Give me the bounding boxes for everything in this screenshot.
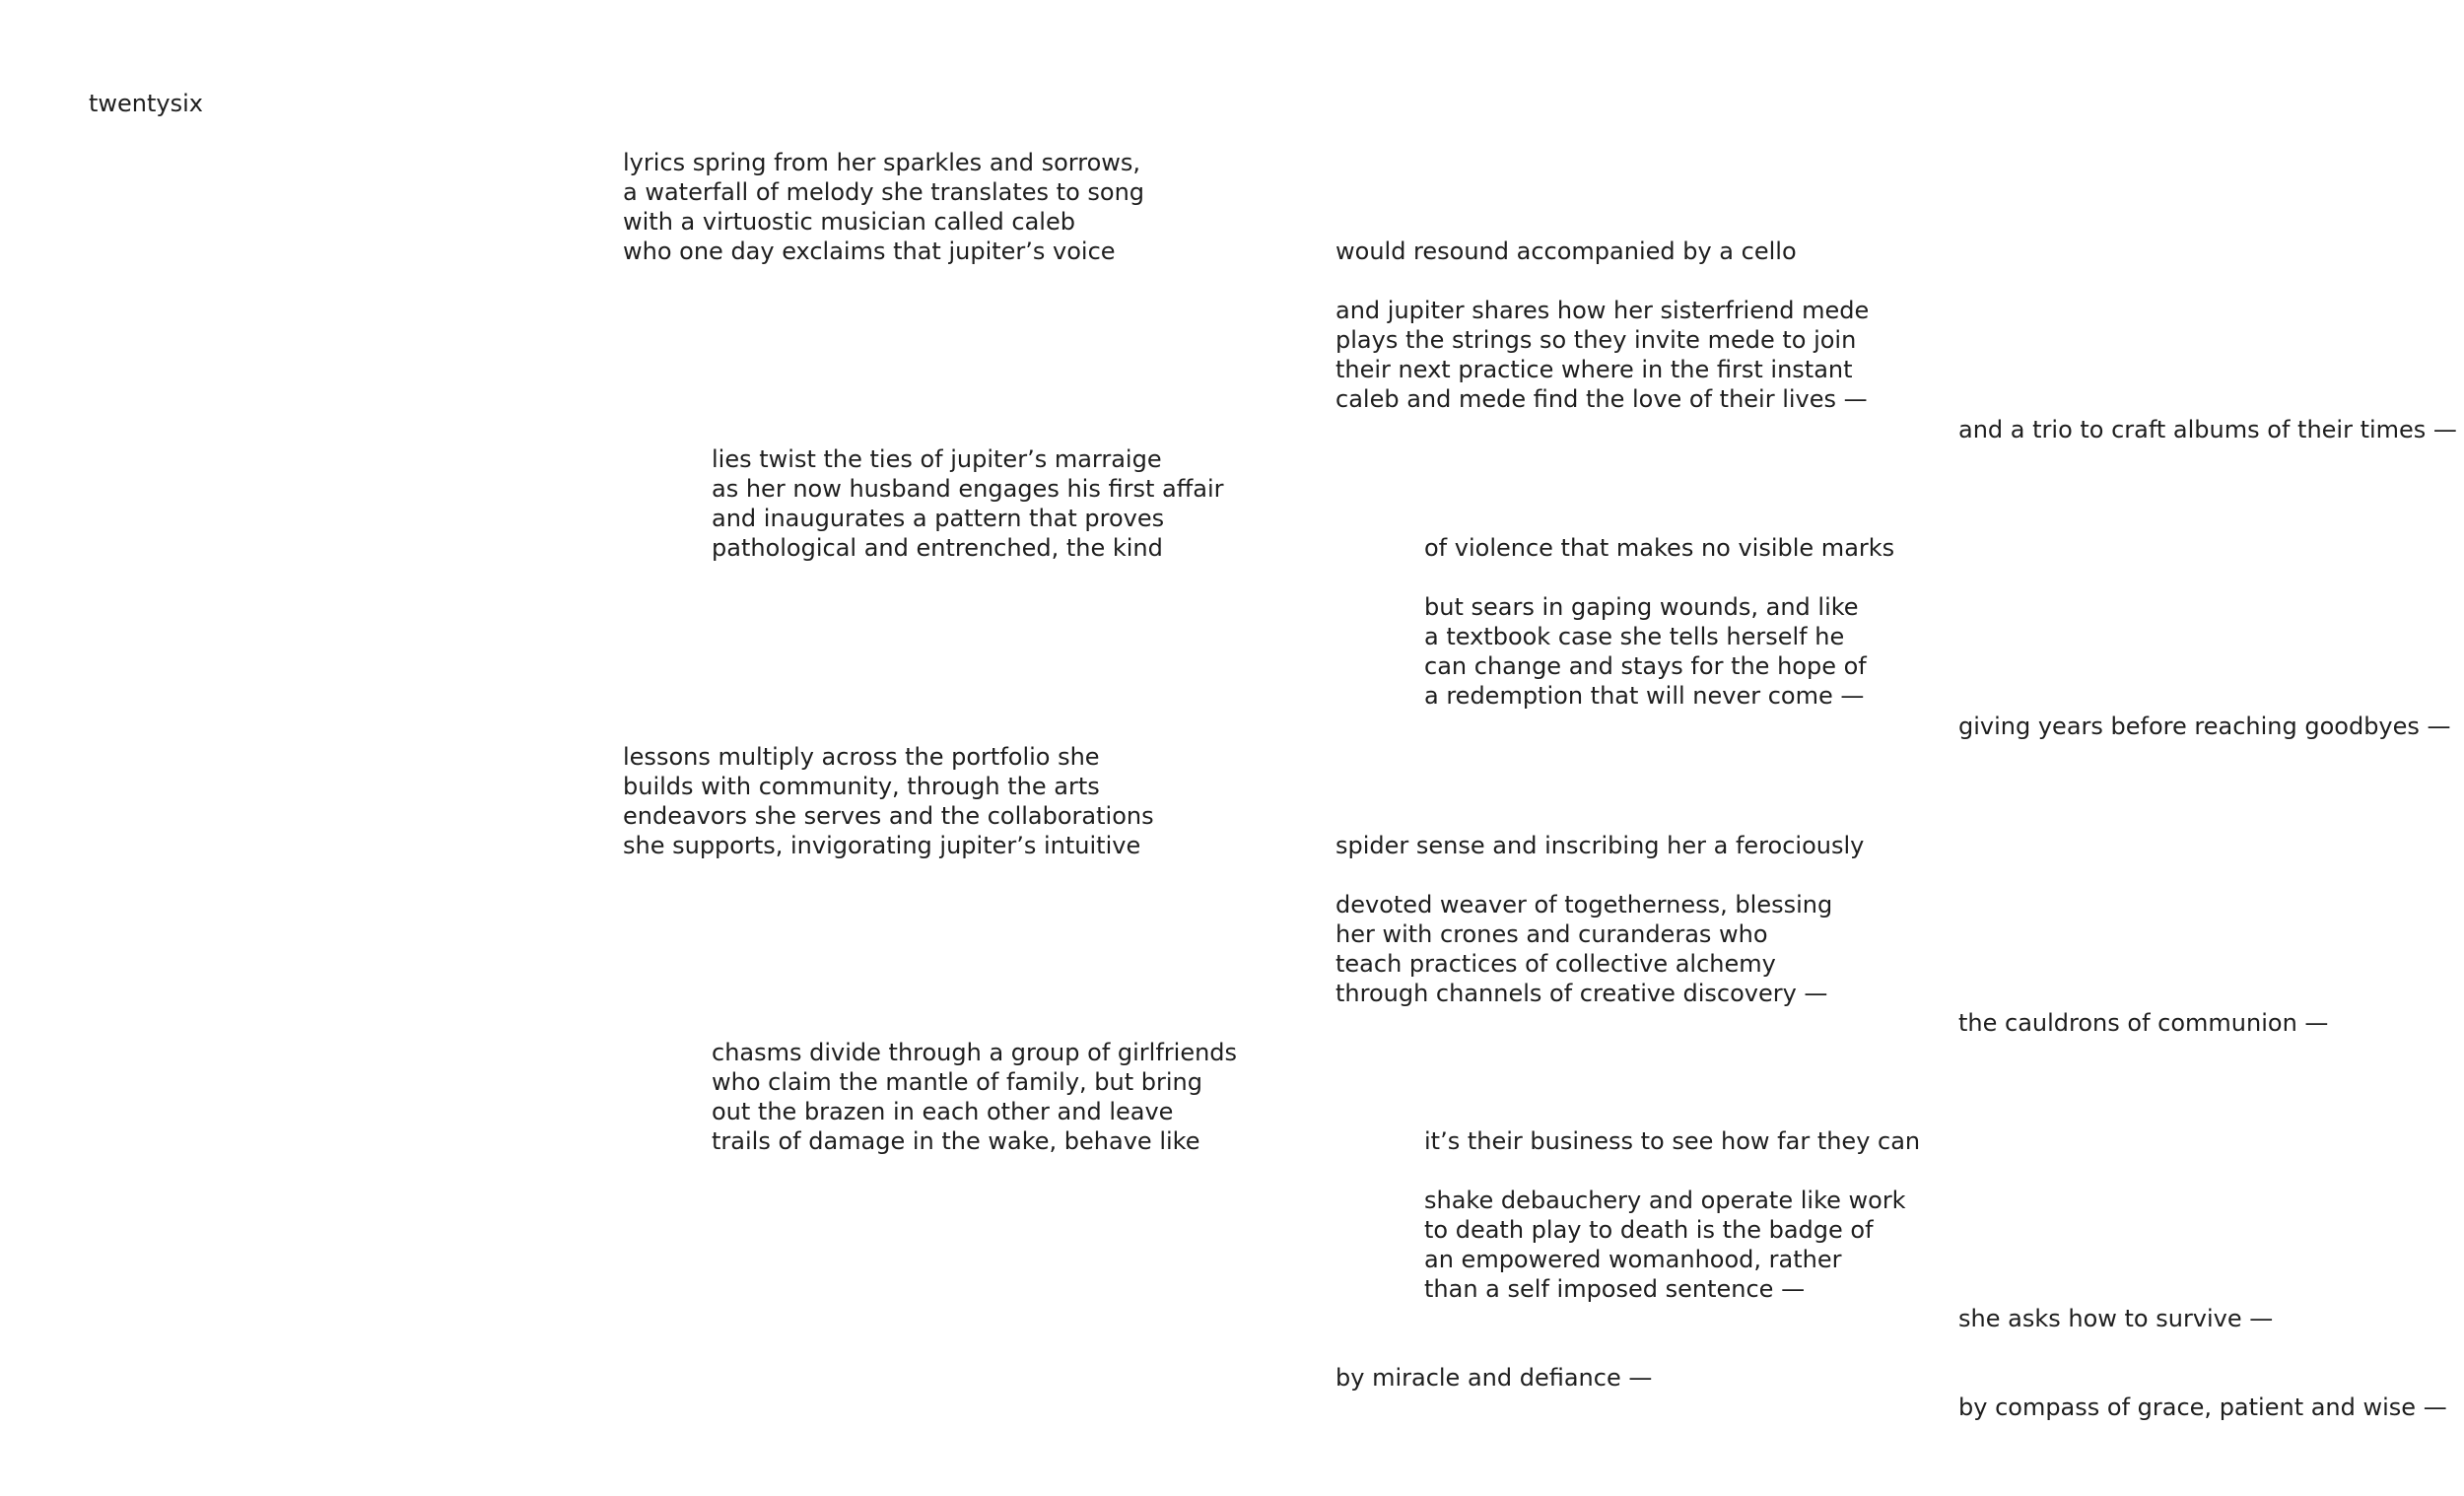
poem-line: chasms divide through a group of girlfriends xyxy=(712,1039,1238,1066)
poem-line: who claim the mantle of family, but bring xyxy=(712,1068,1202,1096)
poem-line: it’s their business to see how far they can xyxy=(1424,1127,1921,1155)
poem-line: lyrics spring from her sparkles and sorrows, xyxy=(623,149,1141,176)
poem-line: a redemption that will never come — xyxy=(1424,682,1865,710)
poem-line: lessons multiply across the portfolio she xyxy=(623,743,1100,771)
poem-line: a waterfall of melody she translates to song xyxy=(623,178,1145,206)
stanza-12 xyxy=(1958,1008,2328,1038)
poem-line: caleb and mede find the love of their lives — xyxy=(1335,385,1868,413)
poem-line: and jupiter shares how her sisterfriend mede xyxy=(1335,297,1870,324)
stanza-1 xyxy=(623,148,1144,266)
stanza-13 xyxy=(712,1038,1237,1156)
stanza-11 xyxy=(1335,890,1832,1008)
poem-line: shake debauchery and operate like work xyxy=(1424,1187,1906,1214)
stanza-17 xyxy=(1335,1363,1652,1393)
poem-line: to death play to death is the badge of xyxy=(1424,1216,1874,1244)
poem-line: a textbook case she tells herself he xyxy=(1424,623,1845,650)
poem-line: the cauldrons of communion — xyxy=(1958,1009,2329,1037)
poem-line: by miracle and defiance — xyxy=(1335,1364,1653,1392)
stanza-2 xyxy=(1335,237,1797,266)
poem-line: can change and stays for the hope of xyxy=(1424,652,1867,680)
poem-line: giving years before reaching goodbyes — xyxy=(1958,713,2451,740)
stanza-9 xyxy=(623,742,1154,860)
stanza-6 xyxy=(1424,533,1894,563)
stanza-5 xyxy=(712,444,1223,563)
stanza-4 xyxy=(1958,415,2457,444)
stanza-16 xyxy=(1958,1304,2273,1333)
stanza-10 xyxy=(1335,831,1864,860)
poem-line: than a self imposed sentence — xyxy=(1424,1275,1806,1303)
poem-line: would resound accompanied by a cello xyxy=(1335,238,1797,265)
poem-line: with a virtuostic musician called caleb xyxy=(623,208,1075,236)
poem-line: by compass of grace, patient and wise — xyxy=(1958,1394,2447,1421)
poem-line: her with crones and curanderas who xyxy=(1335,920,1768,948)
poem-line: pathological and entrenched, the kind xyxy=(712,534,1163,562)
poem-line: who one day exclaims that jupiter’s voice xyxy=(623,238,1116,265)
poem-line: out the brazen in each other and leave xyxy=(712,1098,1174,1125)
stanza-7 xyxy=(1424,592,1867,711)
stanza-18 xyxy=(1958,1393,2447,1422)
stanza-14 xyxy=(1424,1126,1920,1156)
poem-line: their next practice where in the first instant xyxy=(1335,356,1853,383)
poem-line: devoted weaver of togetherness, blessing xyxy=(1335,891,1833,918)
poem-line: endeavors she serves and the collaborations xyxy=(623,802,1154,830)
poem-line: of violence that makes no visible marks xyxy=(1424,534,1895,562)
poem-line: plays the strings so they invite mede to join xyxy=(1335,326,1857,354)
poem-line: spider sense and inscribing her a ferociously xyxy=(1335,832,1865,859)
poem-line: she supports, invigorating jupiter’s intuitive xyxy=(623,832,1141,859)
stanza-8 xyxy=(1958,712,2451,741)
poem-line: lies twist the ties of jupiter’s marraige xyxy=(712,445,1162,473)
poem-line: and a trio to craft albums of their times — xyxy=(1958,416,2457,443)
poem-line: builds with community, through the arts xyxy=(623,773,1100,800)
page-number-label: twentysix xyxy=(89,90,204,117)
poem-line: but sears in gaping wounds, and like xyxy=(1424,593,1859,621)
poem-line: and inaugurates a pattern that proves xyxy=(712,505,1165,532)
stanza-3 xyxy=(1335,296,1869,414)
poem-line: as her now husband engages his first affair xyxy=(712,475,1224,503)
poem-line: teach practices of collective alchemy xyxy=(1335,950,1776,978)
poem-line: an empowered womanhood, rather xyxy=(1424,1246,1842,1273)
stanza-15 xyxy=(1424,1186,1906,1304)
poem-line: through channels of creative discovery — xyxy=(1335,980,1828,1007)
poem-line: trails of damage in the wake, behave like xyxy=(712,1127,1200,1155)
poem-line: she asks how to survive — xyxy=(1958,1305,2274,1332)
